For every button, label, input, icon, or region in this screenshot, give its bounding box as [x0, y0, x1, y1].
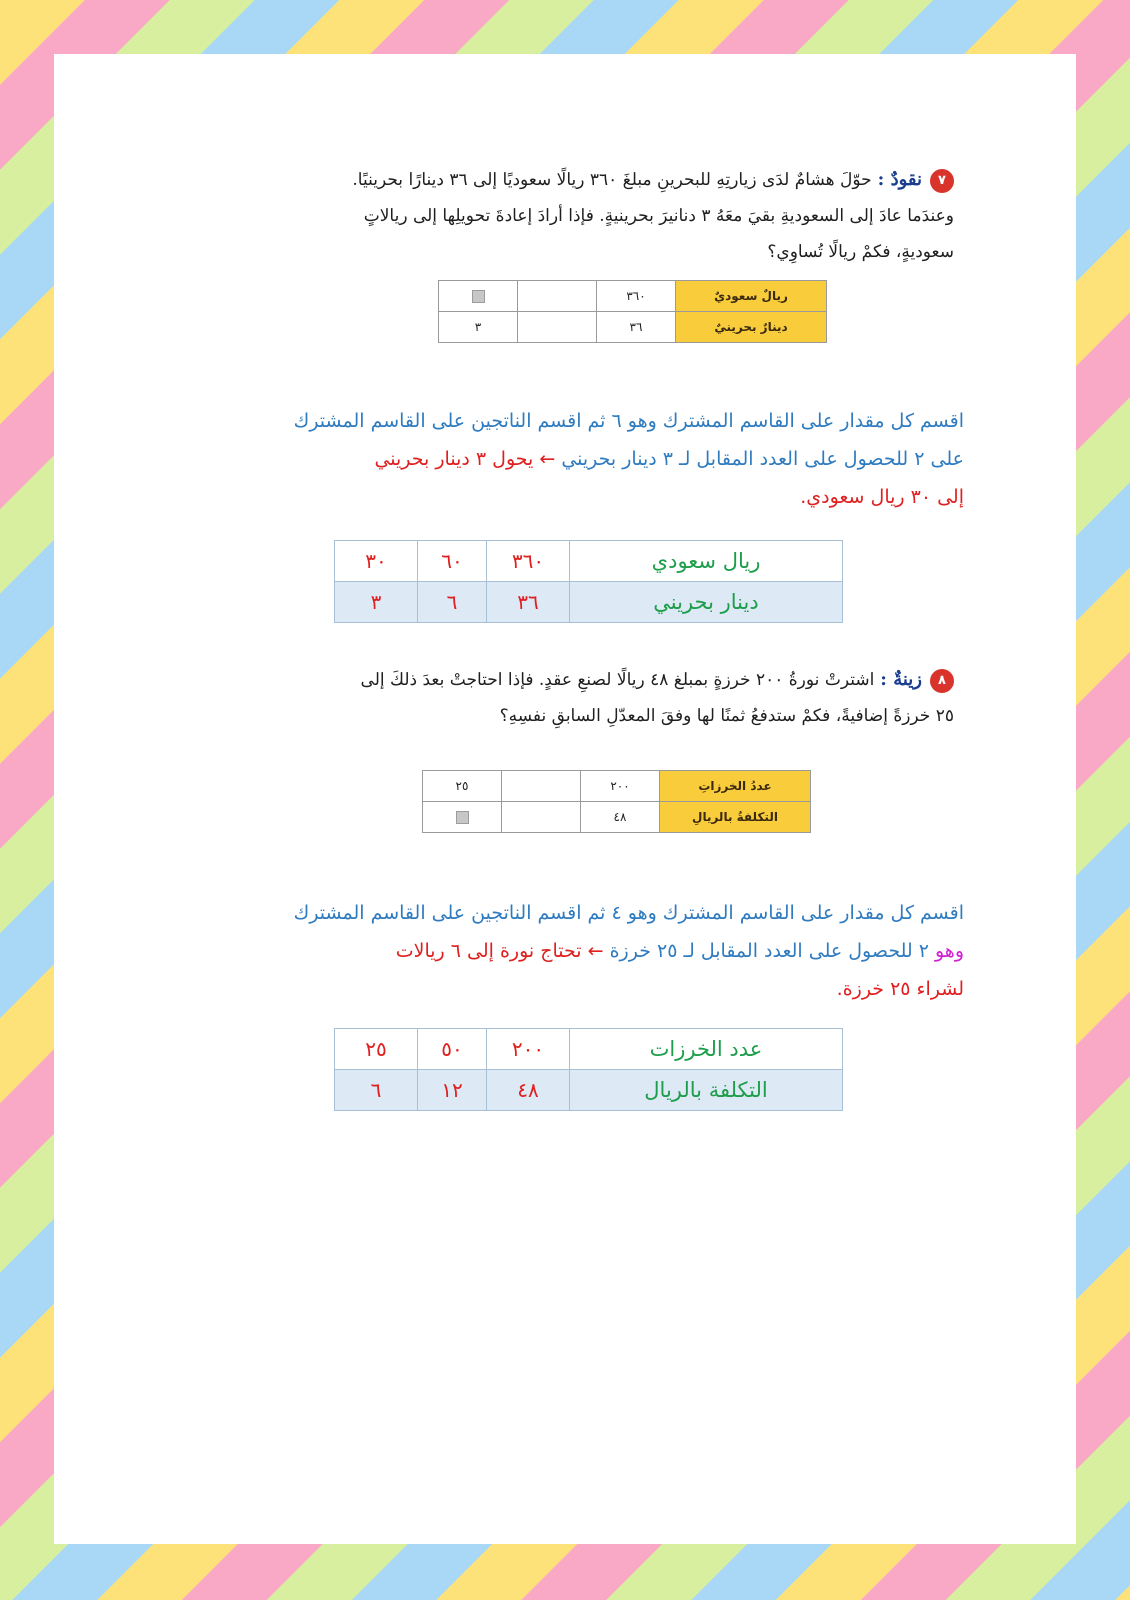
problem-7-number: ٧: [930, 169, 954, 193]
table-head-cell: عددُ الخرزاتِ: [660, 771, 811, 802]
table-cell: [439, 281, 518, 312]
table-cell: ٣: [439, 312, 518, 343]
table-row: [335, 541, 843, 582]
table-cell: ٦: [418, 582, 487, 623]
table-cell: [502, 771, 581, 802]
table-cell: ٢٠٠: [581, 771, 660, 802]
problem-7-label: نقودٌ :: [877, 169, 922, 190]
table-cell: ٢٥: [423, 771, 502, 802]
table-row: [423, 802, 811, 833]
table-cell: ٤٨: [581, 802, 660, 833]
solution-7-line-3: إلى ٣٠ ريال سعودي.: [800, 486, 964, 508]
table-cell: ٣٠: [335, 541, 418, 582]
solution-8-line-2-magenta: وهو: [934, 940, 964, 962]
problem-8-table: [422, 770, 811, 833]
solution-7-table: [334, 540, 843, 623]
problem-8-text-1: اشترتْ نورةُ ٢٠٠ خرزةٍ بمبلغ ٤٨ ريالًا لصنعِ عقدٍ. فإذا احتاجتْ بعدَ ذلكَ إلى: [360, 670, 875, 690]
worksheet-page: [54, 54, 1076, 1544]
problem-7-table: [438, 280, 827, 343]
table-cell: ٢٠٠: [487, 1029, 570, 1070]
table-label-cell: ريال سعودي: [570, 541, 843, 582]
solution-8-line-2-blue: ٢ للحصول على العدد المقابل لـ ٢٥ خرزة: [609, 940, 929, 962]
solution-7-line-2-blue: على ٢ للحصول على العدد المقابل لـ ٣ دينار بحريني: [561, 448, 964, 470]
solution-8: [184, 894, 964, 1008]
solution-8-line-2-red: تحتاج نورة إلى ٦ ريالات: [395, 940, 582, 962]
table-row: [439, 312, 827, 343]
table-label-cell: دينار بحريني: [570, 582, 843, 623]
table-row: [335, 1070, 843, 1111]
table-cell: ٣: [335, 582, 418, 623]
unknown-box-icon: [472, 290, 485, 303]
table-label-cell: التكلفة بالريال: [570, 1070, 843, 1111]
table-row: [335, 582, 843, 623]
problem-7-text-1: حوّلَ هشامٌ لدَى زيارتِهِ للبحرينِ مبلغَ ٣٦٠ ريالًا سعوديًا إلى ٣٦ دينارًا بحرينيًا.: [352, 170, 872, 190]
table-cell: ٦: [335, 1070, 418, 1111]
arrow-left-icon: ←: [539, 448, 556, 470]
table-cell: ٢٥: [335, 1029, 418, 1070]
solution-8-line-2: [184, 932, 964, 970]
solution-8-line-3: لشراء ٢٥ خرزة.: [836, 978, 964, 1000]
problem-7-line-1: [194, 162, 954, 198]
unknown-box-icon: [456, 811, 469, 824]
table-cell: ٥٠: [418, 1029, 487, 1070]
table-head-cell: دينارٌ بحرينيٌ: [676, 312, 827, 343]
problem-8: [194, 662, 954, 734]
problem-8-number: ٨: [930, 669, 954, 693]
solution-7-line-2-red: يحول ٣ دينار بحريني: [374, 448, 534, 470]
table-head-cell: التكلفةُ بالريالِ: [660, 802, 811, 833]
problem-7: [194, 162, 954, 270]
solution-7-line-1: اقسم كل مقدار على القاسم المشترك وهو ٦ ثم اقسم الناتجين على القاسم المشترك: [293, 410, 964, 432]
table-cell: ٣٦٠: [487, 541, 570, 582]
arrow-left-icon: ←: [587, 940, 604, 962]
problem-8-line-2: ٢٥ خرزةً إضافيةً، فكمْ ستدفعُ ثمنًا لها وفقَ المعدّلِ السابقِ نفسِهِ؟: [499, 706, 954, 726]
table-cell: [518, 312, 597, 343]
problem-7-line-3: سعوديةٍ، فكمْ ريالًا تُساوِي؟: [767, 242, 954, 262]
table-cell: ١٢: [418, 1070, 487, 1111]
table-row: [423, 771, 811, 802]
problem-7-line-2: وعندَما عادَ إلى السعوديةِ بقيَ معَهُ ٣ دنانيرَ بحرينيةٍ. فإذا أرادَ إعادةَ تحويلِها إلى ريالاتٍ: [363, 206, 954, 226]
problem-8-line-1: [194, 662, 954, 698]
table-cell: ٦٠: [418, 541, 487, 582]
table-head-cell: ريالٌ سعوديٌ: [676, 281, 827, 312]
table-cell: ٤٨: [487, 1070, 570, 1111]
table-cell: [502, 802, 581, 833]
table-cell: [518, 281, 597, 312]
solution-8-line-1: اقسم كل مقدار على القاسم المشترك وهو ٤ ثم اقسم الناتجين على القاسم المشترك: [293, 902, 964, 924]
table-cell: ٣٦: [487, 582, 570, 623]
table-cell: [423, 802, 502, 833]
solution-7: [184, 402, 964, 516]
table-row: [439, 281, 827, 312]
table-cell: ٣٦٠: [597, 281, 676, 312]
problem-8-label: زينةٌ :: [880, 669, 922, 690]
table-cell: ٣٦: [597, 312, 676, 343]
table-label-cell: عدد الخرزات: [570, 1029, 843, 1070]
solution-8-table: [334, 1028, 843, 1111]
solution-7-line-2: [184, 440, 964, 478]
table-row: [335, 1029, 843, 1070]
